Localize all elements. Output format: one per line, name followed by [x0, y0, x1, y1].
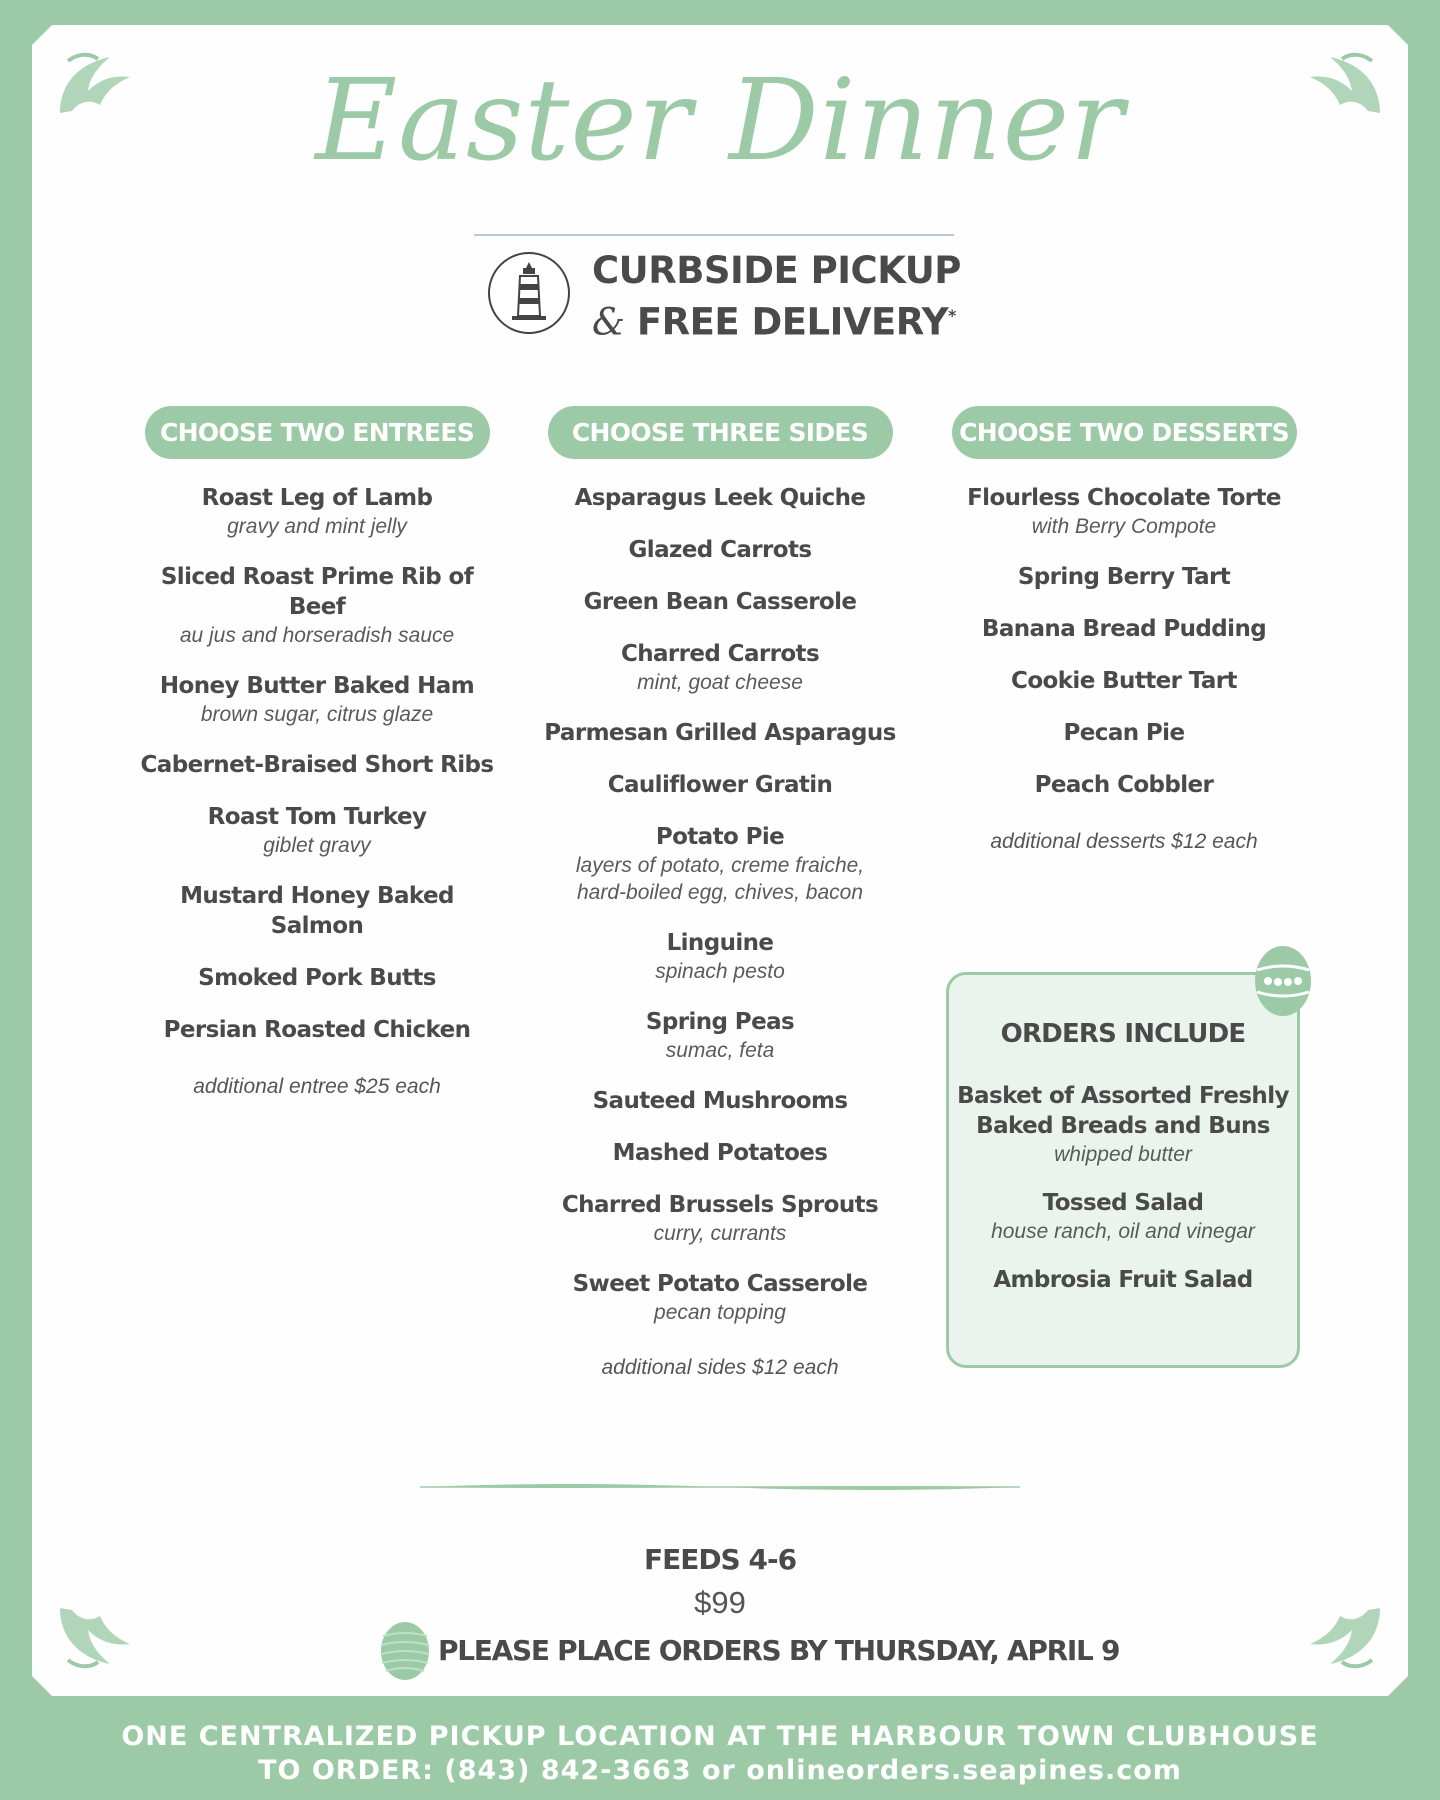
item-desc: gravy and mint jelly — [227, 515, 407, 538]
item-desc: pecan topping — [654, 1301, 786, 1324]
item-desc: layers of potato, creme fraiche, — [575, 854, 865, 877]
entrees-heading: CHOOSE TWO ENTREES — [145, 406, 490, 459]
item-name: Ambrosia Fruit Salad — [993, 1267, 1253, 1293]
item-desc: brown sugar, citrus glaze — [200, 703, 434, 726]
menu-item — [949, 1265, 1297, 1295]
menu-item — [132, 750, 502, 780]
menu-item — [535, 822, 905, 906]
item-name: Banana Bread Pudding — [981, 616, 1267, 642]
desserts-column — [939, 406, 1309, 854]
pickup-location: ONE CENTRALIZED PICKUP LOCATION AT THE HARBOUR TOWN CLUBHOUSE — [121, 1721, 1319, 1752]
item-name: Spring Berry Tart — [1017, 564, 1231, 590]
pickup-line: CURBSIDE PICKUP — [592, 249, 961, 292]
pickup-delivery-heading — [592, 248, 961, 344]
menu-item — [939, 483, 1309, 540]
item-desc: with Berry Compote — [1031, 515, 1217, 538]
feeds-count: FEEDS 4-6 — [643, 1543, 797, 1576]
item-name: Mashed Potatoes — [612, 1140, 828, 1166]
item-name: Linguine — [666, 930, 774, 956]
desserts-heading: CHOOSE TWO DESSERTS — [952, 406, 1297, 459]
menu-item — [949, 1188, 1297, 1245]
item-name: Sliced Roast Prime Rib of Beef — [160, 564, 474, 620]
entrees-column — [132, 406, 502, 1099]
order-contact: TO ORDER: (843) 842-3663 or onlineorders.seapines.com — [258, 1755, 1182, 1786]
menu-item — [132, 671, 502, 728]
menu-item — [535, 718, 905, 748]
orders-include-box — [946, 972, 1300, 1368]
sides-column — [535, 406, 905, 1380]
item-desc: whipped butter — [1054, 1143, 1192, 1166]
deadline-text: PLEASE PLACE ORDERS BY THURSDAY, APRIL 9 — [438, 1633, 1120, 1667]
item-name: Flourless Chocolate Torte — [967, 485, 1281, 511]
orders-include-heading: ORDERS INCLUDE — [1000, 1019, 1246, 1049]
item-name: Cookie Butter Tart — [1011, 668, 1237, 694]
menu-item — [939, 666, 1309, 696]
item-desc: giblet gravy — [263, 834, 371, 857]
delivery-line — [592, 293, 961, 344]
item-name: Charred Brussels Sprouts — [561, 1192, 879, 1218]
menu-item — [535, 770, 905, 800]
item-name: Green Bean Casserole — [583, 589, 857, 615]
menu-item — [535, 535, 905, 565]
menu-item — [132, 802, 502, 859]
sides-additional: additional sides $12 each — [601, 1356, 839, 1379]
menu-item — [939, 770, 1309, 800]
ornamental-divider — [420, 1480, 1020, 1492]
item-name: Honey Butter Baked Ham — [159, 673, 475, 699]
item-desc: house ranch, oil and vinegar — [991, 1220, 1255, 1243]
item-desc: spinach pesto — [655, 960, 785, 983]
menu-item — [939, 718, 1309, 748]
easter-egg-icon — [1252, 940, 1314, 1018]
item-name: Cabernet-Braised Short Ribs — [140, 752, 494, 778]
item-name: Smoked Pork Butts — [198, 965, 436, 991]
item-name: Tossed Salad — [1042, 1190, 1204, 1216]
item-name: Sauteed Mushrooms — [592, 1088, 848, 1114]
page-title: Easter Dinner — [315, 56, 1125, 186]
asterisk-mark: * — [948, 306, 956, 325]
item-name: Basket of Assorted Freshly — [957, 1083, 1289, 1109]
footer — [0, 1720, 1440, 1788]
sides-heading: CHOOSE THREE SIDES — [548, 406, 893, 459]
item-name: Charred Carrots — [620, 641, 820, 667]
menu-item — [132, 1015, 502, 1045]
item-name: Glazed Carrots — [628, 537, 812, 563]
item-name: Persian Roasted Chicken — [163, 1017, 471, 1043]
order-deadline — [378, 1620, 1119, 1680]
title-divider — [474, 234, 954, 236]
item-name: Spring Peas — [645, 1009, 795, 1035]
item-name: Sweet Potato Casserole — [572, 1271, 868, 1297]
item-name: Parmesan Grilled Asparagus — [544, 720, 896, 746]
menu-item — [939, 562, 1309, 592]
menu-item — [132, 483, 502, 540]
menu-item — [535, 1190, 905, 1247]
menu-item — [535, 1138, 905, 1168]
menu-item — [132, 963, 502, 993]
entrees-additional: additional entree $25 each — [193, 1075, 441, 1098]
menu-item — [535, 1269, 905, 1326]
item-name: Roast Tom Turkey — [207, 804, 427, 830]
menu-item — [535, 1007, 905, 1064]
item-desc: mint, goat cheese — [637, 671, 803, 694]
item-desc: au jus and horseradish sauce — [179, 624, 455, 647]
desserts-additional: additional desserts $12 each — [990, 830, 1258, 853]
item-name: Pecan Pie — [1063, 720, 1185, 746]
menu-item — [535, 483, 905, 513]
item-name: Mustard Honey Baked Salmon — [180, 883, 454, 939]
item-desc: sumac, feta — [665, 1039, 775, 1062]
menu-item — [132, 881, 502, 941]
item-desc: curry, currants — [653, 1222, 787, 1245]
menu-item — [535, 639, 905, 696]
item-name: Cauliflower Gratin — [607, 772, 833, 798]
menu-item — [132, 562, 502, 649]
price: $99 — [694, 1585, 746, 1620]
menu-item — [949, 1081, 1297, 1168]
menu-item — [939, 614, 1309, 644]
delivery-text: FREE DELIVERY — [636, 300, 949, 344]
menu-item — [535, 928, 905, 985]
item-name: Baked Breads and Buns — [976, 1113, 1270, 1139]
item-desc: hard-boiled egg, chives, bacon — [576, 881, 864, 904]
menu-item — [535, 1086, 905, 1116]
menu-item — [535, 587, 905, 617]
easter-egg-icon — [378, 1618, 432, 1682]
lighthouse-icon — [488, 252, 570, 334]
item-name: Roast Leg of Lamb — [201, 485, 433, 511]
item-name: Potato Pie — [655, 824, 785, 850]
item-name: Asparagus Leek Quiche — [574, 485, 866, 511]
ampersand: & — [592, 300, 625, 344]
item-name: Peach Cobbler — [1034, 772, 1214, 798]
